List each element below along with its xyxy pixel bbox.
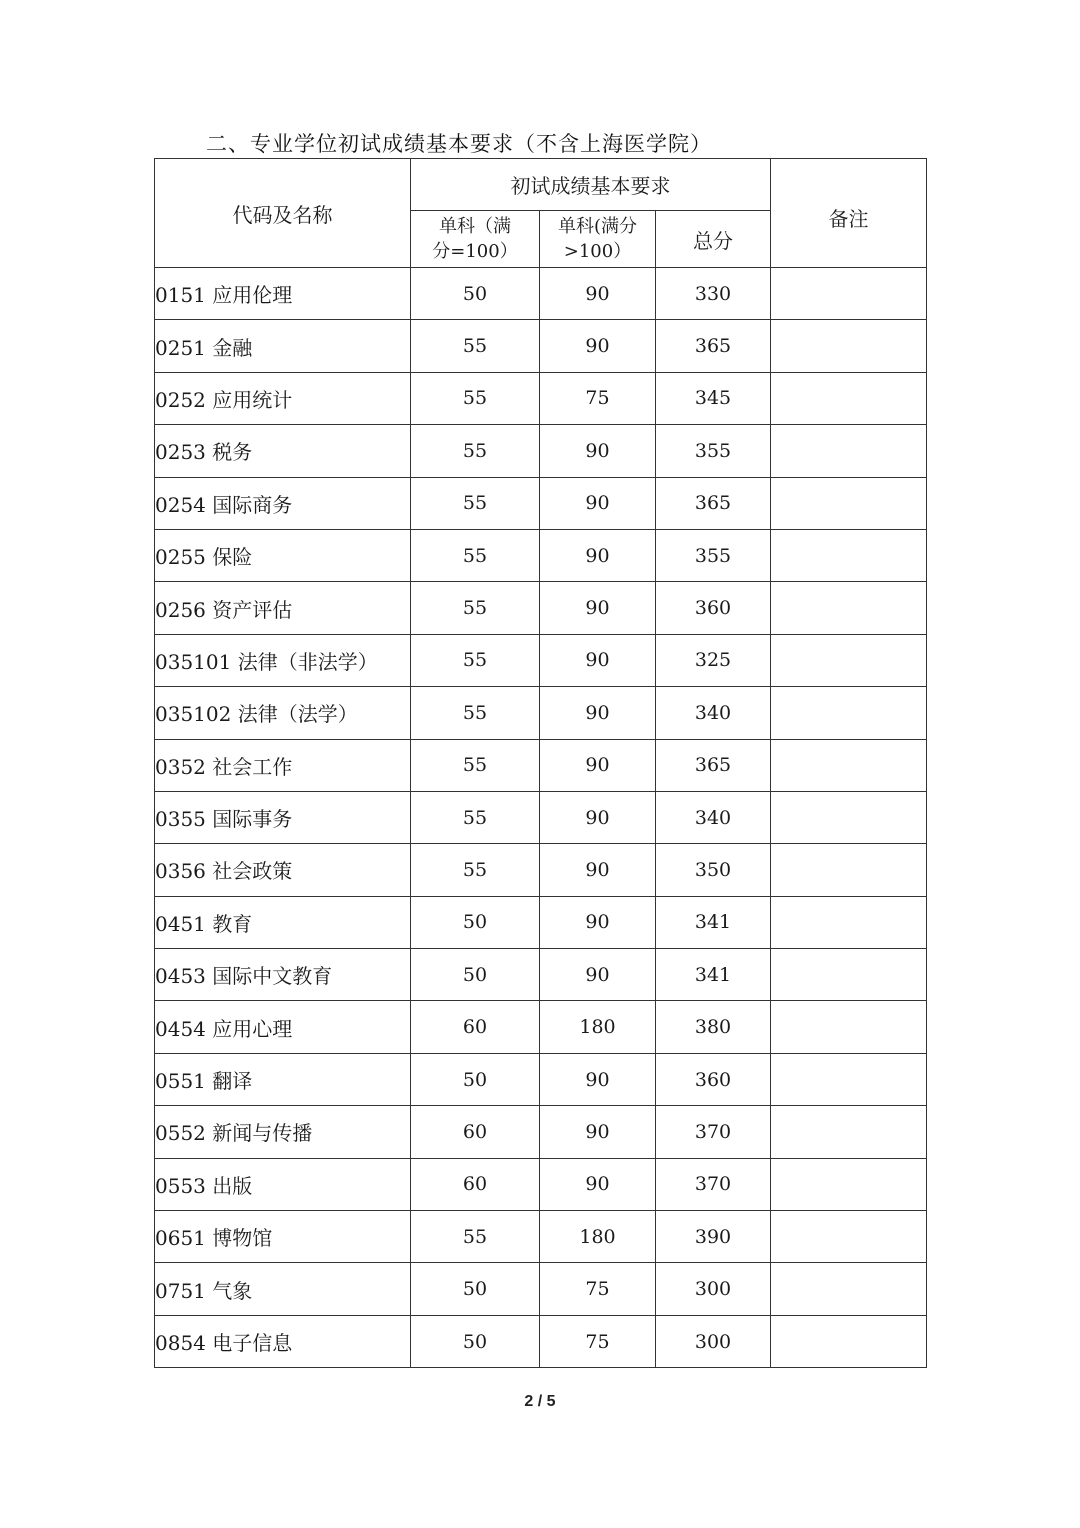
row-single-100-cell: 50 bbox=[411, 1315, 540, 1367]
header-single-over100 bbox=[540, 211, 656, 268]
row-name-cell: 0356 社会政策 bbox=[155, 844, 411, 896]
row-total-cell: 340 bbox=[656, 791, 771, 843]
row-single-over100-cell: 90 bbox=[540, 477, 656, 529]
table-row bbox=[155, 1315, 927, 1367]
row-total-cell: 355 bbox=[656, 529, 771, 581]
row-remarks-cell bbox=[771, 1158, 927, 1210]
row-single-100-cell: 55 bbox=[411, 844, 540, 896]
row-single-over100-cell: 75 bbox=[540, 372, 656, 424]
table-row bbox=[155, 1001, 927, 1053]
row-remarks-cell bbox=[771, 582, 927, 634]
table-row bbox=[155, 1158, 927, 1210]
row-remarks-cell bbox=[771, 1106, 927, 1158]
row-single-over100-cell: 90 bbox=[540, 634, 656, 686]
row-remarks-cell bbox=[771, 1263, 927, 1315]
row-single-over100-cell: 90 bbox=[540, 1158, 656, 1210]
row-name-cell: 0553 出版 bbox=[155, 1158, 411, 1210]
row-name-cell: 0254 国际商务 bbox=[155, 477, 411, 529]
table-row bbox=[155, 372, 927, 424]
row-single-over100-cell: 90 bbox=[540, 320, 656, 372]
row-remarks-cell bbox=[771, 634, 927, 686]
row-total-cell: 341 bbox=[656, 949, 771, 1001]
row-single-100-cell: 50 bbox=[411, 268, 540, 320]
row-single-100-cell: 50 bbox=[411, 896, 540, 948]
row-total-cell: 365 bbox=[656, 477, 771, 529]
row-name-cell: 0751 气象 bbox=[155, 1263, 411, 1315]
table-row bbox=[155, 477, 927, 529]
row-name-cell: 0355 国际事务 bbox=[155, 791, 411, 843]
row-remarks-cell bbox=[771, 844, 927, 896]
row-remarks-cell bbox=[771, 1211, 927, 1263]
row-single-over100-cell: 90 bbox=[540, 268, 656, 320]
row-total-cell: 365 bbox=[656, 739, 771, 791]
row-remarks-cell bbox=[771, 320, 927, 372]
row-single-100-cell: 60 bbox=[411, 1106, 540, 1158]
row-remarks-cell bbox=[771, 268, 927, 320]
row-name-cell: 0651 博物馆 bbox=[155, 1211, 411, 1263]
header-code-name: 代码及名称 bbox=[155, 159, 411, 268]
row-remarks-cell bbox=[771, 1315, 927, 1367]
row-total-cell: 370 bbox=[656, 1106, 771, 1158]
row-single-over100-cell: 90 bbox=[540, 949, 656, 1001]
row-total-cell: 340 bbox=[656, 687, 771, 739]
row-single-over100-cell: 90 bbox=[540, 739, 656, 791]
row-total-cell: 330 bbox=[656, 268, 771, 320]
row-total-cell: 370 bbox=[656, 1158, 771, 1210]
row-name-cell: 0253 税务 bbox=[155, 425, 411, 477]
table-row bbox=[155, 949, 927, 1001]
table-row bbox=[155, 791, 927, 843]
row-name-cell: 0252 应用统计 bbox=[155, 372, 411, 424]
header-single-over100-line1: 单科(满分 bbox=[557, 216, 638, 237]
row-single-over100-cell: 90 bbox=[540, 425, 656, 477]
row-remarks-cell bbox=[771, 1053, 927, 1105]
row-total-cell: 365 bbox=[656, 320, 771, 372]
row-name-cell: 0854 电子信息 bbox=[155, 1315, 411, 1367]
row-total-cell: 355 bbox=[656, 425, 771, 477]
row-name-cell: 0352 社会工作 bbox=[155, 739, 411, 791]
table-row bbox=[155, 425, 927, 477]
row-name-cell: 0453 国际中文教育 bbox=[155, 949, 411, 1001]
row-single-100-cell: 55 bbox=[411, 529, 540, 581]
row-total-cell: 341 bbox=[656, 896, 771, 948]
row-single-100-cell: 55 bbox=[411, 320, 540, 372]
row-remarks-cell bbox=[771, 739, 927, 791]
row-name-cell: 035101 法律（非法学） bbox=[155, 634, 411, 686]
header-single-100-line2: 分=100） bbox=[432, 241, 518, 262]
row-single-100-cell: 50 bbox=[411, 949, 540, 1001]
row-remarks-cell bbox=[771, 896, 927, 948]
row-single-100-cell: 55 bbox=[411, 372, 540, 424]
row-single-over100-cell: 90 bbox=[540, 791, 656, 843]
row-single-100-cell: 55 bbox=[411, 791, 540, 843]
row-total-cell: 360 bbox=[656, 582, 771, 634]
table-row bbox=[155, 896, 927, 948]
row-remarks-cell bbox=[771, 949, 927, 1001]
row-single-over100-cell: 180 bbox=[540, 1001, 656, 1053]
row-total-cell: 345 bbox=[656, 372, 771, 424]
table-row bbox=[155, 268, 927, 320]
row-single-over100-cell: 90 bbox=[540, 687, 656, 739]
row-total-cell: 300 bbox=[656, 1263, 771, 1315]
table-row bbox=[155, 1263, 927, 1315]
row-total-cell: 360 bbox=[656, 1053, 771, 1105]
table-row bbox=[155, 844, 927, 896]
row-single-100-cell: 55 bbox=[411, 634, 540, 686]
row-remarks-cell bbox=[771, 372, 927, 424]
row-single-over100-cell: 90 bbox=[540, 844, 656, 896]
row-name-cell: 0454 应用心理 bbox=[155, 1001, 411, 1053]
row-single-over100-cell: 90 bbox=[540, 896, 656, 948]
row-total-cell: 350 bbox=[656, 844, 771, 896]
header-score-group: 初试成绩基本要求 bbox=[411, 159, 771, 211]
row-single-over100-cell: 75 bbox=[540, 1263, 656, 1315]
row-name-cell: 0551 翻译 bbox=[155, 1053, 411, 1105]
row-single-100-cell: 55 bbox=[411, 425, 540, 477]
row-remarks-cell bbox=[771, 477, 927, 529]
page-number: 2 / 5 bbox=[524, 1393, 556, 1410]
table-header-row bbox=[155, 159, 927, 211]
row-name-cell: 035102 法律（法学） bbox=[155, 687, 411, 739]
table-row bbox=[155, 582, 927, 634]
row-single-100-cell: 55 bbox=[411, 739, 540, 791]
row-single-100-cell: 60 bbox=[411, 1158, 540, 1210]
row-total-cell: 300 bbox=[656, 1315, 771, 1367]
row-single-over100-cell: 180 bbox=[540, 1211, 656, 1263]
row-remarks-cell bbox=[771, 791, 927, 843]
row-remarks-cell bbox=[771, 425, 927, 477]
row-name-cell: 0255 保险 bbox=[155, 529, 411, 581]
row-single-100-cell: 55 bbox=[411, 582, 540, 634]
table-row bbox=[155, 1211, 927, 1263]
row-single-100-cell: 55 bbox=[411, 687, 540, 739]
score-requirements-table bbox=[154, 158, 927, 1368]
row-name-cell: 0451 教育 bbox=[155, 896, 411, 948]
table-body bbox=[155, 268, 927, 1368]
row-remarks-cell bbox=[771, 529, 927, 581]
row-remarks-cell bbox=[771, 687, 927, 739]
row-single-over100-cell: 90 bbox=[540, 582, 656, 634]
header-single-over100-line2: >100） bbox=[563, 241, 632, 262]
row-single-over100-cell: 90 bbox=[540, 1053, 656, 1105]
row-remarks-cell bbox=[771, 1001, 927, 1053]
row-single-100-cell: 50 bbox=[411, 1263, 540, 1315]
header-remarks: 备注 bbox=[771, 159, 927, 268]
table-row bbox=[155, 687, 927, 739]
row-single-100-cell: 55 bbox=[411, 477, 540, 529]
header-single-100-line1: 单科（满 bbox=[439, 216, 511, 237]
row-total-cell: 380 bbox=[656, 1001, 771, 1053]
row-single-over100-cell: 75 bbox=[540, 1315, 656, 1367]
section-title: 二、专业学位初试成绩基本要求（不含上海医学院） bbox=[206, 132, 712, 156]
table-row bbox=[155, 529, 927, 581]
row-name-cell: 0251 金融 bbox=[155, 320, 411, 372]
table-row bbox=[155, 634, 927, 686]
row-name-cell: 0151 应用伦理 bbox=[155, 268, 411, 320]
row-single-100-cell: 60 bbox=[411, 1001, 540, 1053]
header-single-100 bbox=[411, 211, 540, 268]
table-row bbox=[155, 1053, 927, 1105]
row-single-over100-cell: 90 bbox=[540, 529, 656, 581]
row-single-over100-cell: 90 bbox=[540, 1106, 656, 1158]
row-single-100-cell: 50 bbox=[411, 1053, 540, 1105]
row-name-cell: 0552 新闻与传播 bbox=[155, 1106, 411, 1158]
row-single-100-cell: 55 bbox=[411, 1211, 540, 1263]
table-row bbox=[155, 320, 927, 372]
header-total: 总分 bbox=[656, 211, 771, 268]
row-name-cell: 0256 资产评估 bbox=[155, 582, 411, 634]
row-total-cell: 325 bbox=[656, 634, 771, 686]
table-row bbox=[155, 739, 927, 791]
row-total-cell: 390 bbox=[656, 1211, 771, 1263]
table-row bbox=[155, 1106, 927, 1158]
